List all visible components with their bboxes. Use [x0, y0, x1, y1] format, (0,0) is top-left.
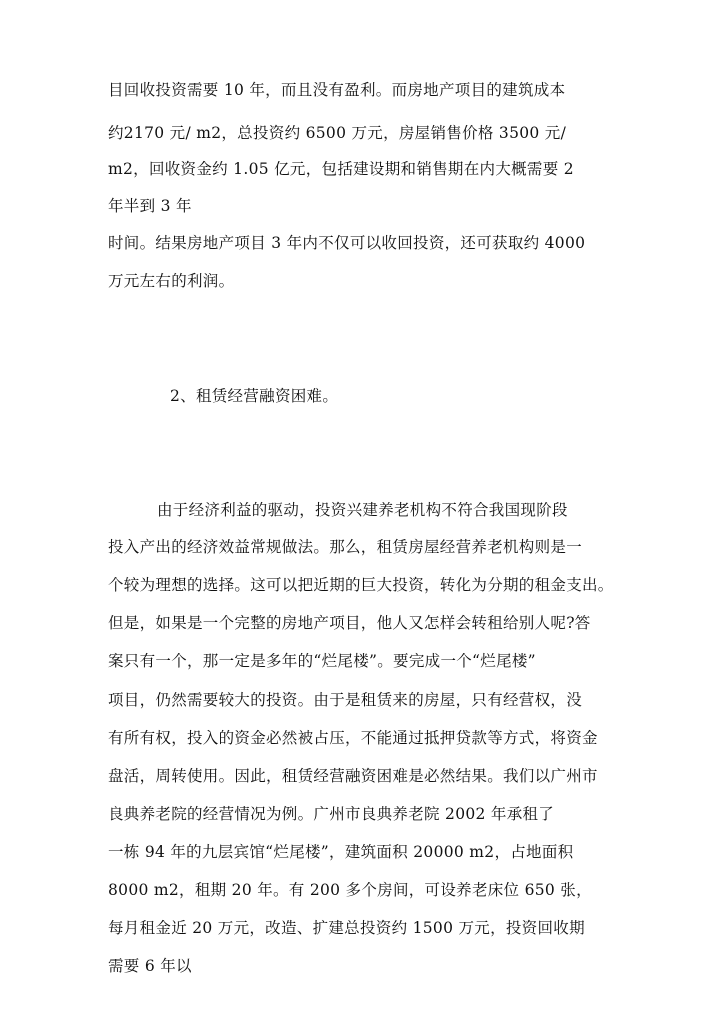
paragraph-2-line-2: 投入产出的经济效益常规做法。那么，租赁房屋经营养老机构则是一 [108, 538, 583, 556]
paragraph-2-line-13: 需要 6 年以 [108, 957, 192, 975]
paragraph-1-line-6: 万元左右的利润。 [108, 272, 235, 290]
paragraph-1-line-3: m2，回收资金约 1.05 亿元，包括建设期和销售期在内大概需要 2 [108, 160, 574, 178]
paragraph-1-line-4: 年半到 3 年 [108, 197, 192, 215]
paragraph-2-line-11: 8000 m2，租期 20 年。有 200 多个房间，可设养老床位 650 张， [108, 881, 592, 899]
paragraph-2-line-12: 每月租金近 20 万元，改造、扩建总投资约 1500 万元，投资回收期 [108, 919, 585, 937]
paragraph-2-line-5: 案只有一个，那一定是多年的“烂尾楼”。要完成一个“烂尾楼” [108, 652, 536, 670]
paragraph-2-line-8: 盘活，周转使用。因此，租赁经营融资困难是必然结果。我们以广州市 [108, 767, 598, 785]
paragraph-1-line-5: 时间。结果房地产项目 3 年内不仅可以收回投资，还可获取约 4000 [108, 234, 586, 252]
section-heading: 2、租赁经营融资困难。 [170, 387, 339, 405]
paragraph-2-line-9: 良典养老院的经营情况为例。广州市良典养老院 2002 年承租了 [108, 805, 555, 823]
paragraph-2-line-3: 个较为理想的选择。这可以把近期的巨大投资，转化为分期的租金支出。 [108, 576, 614, 594]
paragraph-2-line-1: 由于经济利益的驱动，投资兴建养老机构不符合我国现阶段 [157, 501, 568, 519]
paragraph-2-line-10: 一栋 94 年的九层宾馆“烂尾楼”，建筑面积 20000 m2，占地面积 [108, 843, 574, 861]
paragraph-2-line-7: 有所有权，投入的资金必然被占压，不能通过抵押贷款等方式，将资金 [108, 729, 598, 747]
paragraph-1-line-1: 目回收投资需要 10 年，而且没有盈利。而房地产项目的建筑成本 [108, 81, 566, 99]
paragraph-1-line-2: 约2170 元/ m2，总投资约 6500 万元，房屋销售价格 3500 元/ [108, 124, 567, 142]
paragraph-2-line-6: 项目，仍然需要较大的投资。由于是租赁来的房屋，只有经营权，没 [108, 691, 583, 709]
paragraph-2-line-4: 但是，如果是一个完整的房地产项目，他人又怎样会转租给别人呢?答 [108, 614, 591, 632]
